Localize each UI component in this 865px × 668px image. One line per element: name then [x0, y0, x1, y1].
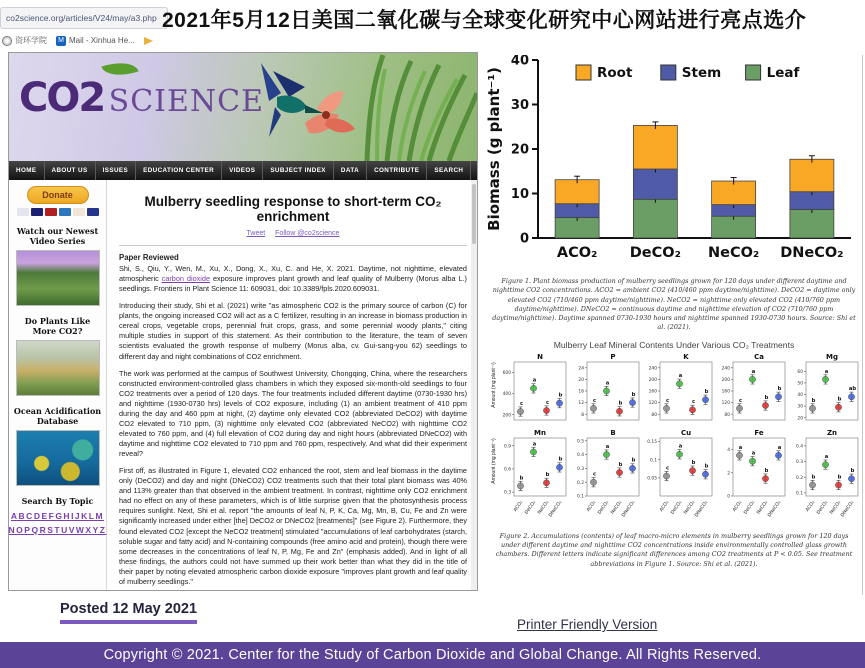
svg-text:ACO₂: ACO₂ [586, 499, 598, 513]
figure2-panel-Mn [497, 428, 570, 528]
svg-text:Root: Root [597, 65, 633, 81]
svg-text:2: 2 [727, 471, 730, 477]
svg-text:b: b [764, 394, 769, 401]
nav-issues[interactable]: ISSUES [96, 161, 137, 180]
figure2-panel-Fe [716, 428, 789, 528]
svg-text:40: 40 [797, 392, 803, 398]
svg-text:160: 160 [721, 389, 730, 395]
svg-text:c: c [592, 471, 597, 478]
bookmark-label: 资环学院 [15, 36, 47, 45]
figure2-panel-Mg [789, 352, 862, 428]
svg-text:0.15: 0.15 [647, 439, 657, 445]
svg-text:200: 200 [502, 413, 511, 419]
svg-text:b: b [777, 385, 782, 392]
svg-text:20: 20 [797, 415, 803, 421]
svg-text:Zn: Zn [826, 428, 838, 437]
site-nav [9, 161, 477, 180]
paragraph-1: Introducing their study, Shi et al. (2021) write "as atmospheric CO2 is the primary source of carbon (C) for plants, the ongoing increased CO2 will act as a C fertilizer, resulting in an increase in biomass production in cereal crops, vegetable crops, perennial fruit crops, grass, and some perennial woody plants," citing multiple studies in support of this statement. As their contribution to the literature, the team of seven scientists evaluated the growth response of mulberry (Morus alba, cv. Gui-sang-you 62) seedlings to different day and night combinations of CO2 enrichment. [119, 301, 467, 361]
leaf-icon [101, 56, 138, 82]
svg-text:ab: ab [848, 385, 857, 392]
svg-text:b: b [837, 474, 842, 481]
figure2-mineral-panels [486, 352, 862, 528]
svg-text:b: b [691, 459, 696, 466]
bookmark-college[interactable] [2, 35, 47, 46]
svg-text:DNeCO₂: DNeCO₂ [840, 499, 856, 518]
copyright-text: Copyright © 2021. Center for the Study of Carbon Dioxide and Global Change. All Rights Reserved. [103, 647, 762, 663]
svg-text:b: b [764, 467, 769, 474]
video-series-heading: Watch our Newest Video Series [16, 226, 99, 246]
letters-row-1[interactable]: ABCDEFGHIJKLM [10, 511, 105, 521]
svg-text:c: c [665, 397, 670, 404]
svg-text:Cu: Cu [680, 428, 692, 437]
paragraph-2: The work was performed at the campus of Southwest University, Chongqing, China, where the researchers constructed environment-controlled glass chambers in which they exposed six-month-old seedlings to four CO2 treatments over a period of 120 days. The four treatments included different daytime (0730-1930 hrs) and nighttime (1930-0730 hrs) levels of CO2 exposure, including (1) an ambient treatment of 410 ppm during the day and 460 ppm at night, (2) daytime only elevated CO2 (abbreviated DeCO2) with daytime CO2 elevated to 710 ppm, (3) nighttime only elevated CO2 (abbreviated NeCO2) with nighttime CO2 elevated to 760 ppm, and (4) full elevation of CO2 during day and night hours (abbreviated DNeCO2) with daytime and nighttime CO2 elevated to 710 ppm and 760 ppm, respectively. And what did their experiment reveal? [119, 368, 467, 459]
svg-text:0.1: 0.1 [796, 491, 803, 497]
citation-link[interactable]: carbon dioxide [161, 274, 211, 284]
logo-science-text: SCIENCE [108, 84, 265, 119]
page-title: 2021年5月12日美国二氧化碳与全球变化研究中心网站进行亮点选介 [162, 9, 807, 32]
svg-text:30: 30 [797, 404, 803, 410]
figure2-panel-B [570, 428, 643, 528]
figure2-panel-K [643, 352, 716, 428]
svg-text:8: 8 [581, 412, 584, 418]
svg-text:a: a [532, 440, 537, 447]
svg-text:160: 160 [648, 389, 657, 395]
svg-text:0.2: 0.2 [796, 475, 803, 481]
letters-row-2[interactable]: NOPQRSTUVWXYZ [8, 524, 107, 535]
svg-text:120: 120 [721, 400, 730, 406]
svg-text:a: a [605, 443, 610, 450]
article-scrollbar[interactable] [471, 180, 477, 591]
svg-text:a: a [605, 380, 610, 387]
tab-url: co2science.org/articles/V24/may/a3.php [6, 13, 157, 23]
site-header-banner [9, 53, 477, 161]
globe-icon [2, 36, 12, 46]
nav-about-us[interactable]: ABOUT US [45, 161, 96, 180]
svg-text:P: P [610, 352, 616, 361]
svg-text:200: 200 [721, 377, 730, 383]
svg-text:600: 600 [502, 370, 511, 376]
svg-text:20: 20 [578, 377, 584, 383]
svg-text:b: b [837, 396, 842, 403]
bookmark-mail[interactable] [56, 36, 135, 46]
svg-text:12: 12 [578, 400, 584, 406]
nav-subject-index[interactable]: SUBJECT INDEX [263, 161, 334, 180]
copyright-bar [0, 642, 865, 668]
plants-thumbnail[interactable] [16, 340, 100, 396]
svg-text:Biomass (g plant⁻¹): Biomass (g plant⁻¹) [486, 67, 503, 231]
ocean-heading: Ocean Acidification Database [13, 406, 102, 426]
svg-text:NeCO₂: NeCO₂ [756, 499, 770, 516]
svg-text:80: 80 [651, 412, 657, 418]
figure2-panel-N [497, 352, 570, 428]
svg-text:0: 0 [519, 231, 529, 247]
bookmarks-bar [2, 33, 153, 48]
svg-text:b: b [545, 471, 550, 478]
svg-text:DeCO₂: DeCO₂ [743, 499, 757, 516]
figure2-title: Mulberry Leaf Mineral Contents Under Various CO₂ Treatments [553, 339, 795, 350]
svg-text:b: b [850, 467, 855, 474]
svg-text:0.3: 0.3 [577, 466, 584, 472]
svg-text:b: b [618, 400, 623, 407]
paragraph-3: First off, as illustrated in Figure 1, elevated CO2 enhanced the root, stem and leaf biomass in the daytime only (DeCO2) and day and night (DNeCO2) CO2 treatments such that their total plant biomass was 40% and 113% greater than that observed in the ambient treatment. In contrast, nighttime only CO2 enrichment had no effect on any of these parameters, which is of little surprise given that the photosynthesis process requires sunlight. Next, Shi et al. report "the amounts of leaf N, P, K, Ca, Mg, Mn, B, Cu, Fe and Zn were significantly increased under either [the] DeCO2 or DNeCO2 [treatments]" (see Figure 2). Furthermore, they found elevated CO2 [except the NeCO2 treatment] stimulated "accumulations of leaf carbohydrates (starch, soluble sugar and fatty acid) and N-containing compounds (free amino acid and protein), though there were some decreases in the concentrations of leaf N, P, Mg, Fe and Zn" (emphasis added). And in light of all these findings, the authors could not have summed up their work better than what they did in the title of their paper by noting elevated atmospheric carbon dioxide exposure "improves plant growth and leaf quality of mulberry seedlings." [119, 466, 467, 586]
scrollbar-thumb[interactable] [472, 184, 476, 244]
co2science-page [8, 52, 478, 591]
printer-friendly-link[interactable]: Printer Friendly Version [517, 617, 658, 632]
nav-search[interactable]: SEARCH [427, 161, 471, 180]
svg-text:0.6: 0.6 [504, 467, 511, 473]
svg-text:a: a [751, 368, 756, 375]
browser-tab[interactable] [0, 7, 168, 29]
plants-heading: Do Plants Like More CO2? [24, 316, 91, 336]
svg-text:NeCO₂: NeCO₂ [707, 245, 760, 261]
logo-co2-text: CO2 [19, 75, 105, 121]
divider [119, 245, 467, 246]
svg-text:16: 16 [578, 389, 584, 395]
svg-text:NeCO₂: NeCO₂ [537, 499, 551, 516]
svg-text:0: 0 [727, 494, 730, 500]
card-icon [45, 208, 57, 216]
mail-icon: M [56, 36, 66, 46]
svg-text:30: 30 [510, 98, 529, 113]
svg-text:Fe: Fe [754, 428, 764, 437]
figure1-biomass-chart [486, 55, 862, 273]
svg-text:200: 200 [648, 377, 657, 383]
svg-text:a: a [738, 444, 743, 451]
svg-text:K: K [683, 352, 689, 361]
svg-text:50: 50 [797, 381, 803, 387]
svg-text:0.3: 0.3 [796, 459, 803, 465]
sidebar [9, 180, 107, 591]
svg-text:20: 20 [510, 142, 529, 158]
svg-text:b: b [519, 474, 524, 481]
svg-text:NeCO₂: NeCO₂ [829, 499, 843, 516]
svg-text:b: b [631, 457, 636, 464]
svg-text:DNeCO₂: DNeCO₂ [767, 499, 783, 518]
svg-text:c: c [519, 400, 524, 407]
svg-text:0.4: 0.4 [577, 452, 584, 458]
svg-text:NeCO₂: NeCO₂ [610, 499, 624, 516]
figure2-row-2 [486, 428, 862, 528]
svg-text:240: 240 [648, 366, 657, 372]
svg-text:N: N [537, 352, 543, 361]
nav-education-center[interactable]: EDUCATION CENTER [136, 161, 222, 180]
search-topic-heading: Search By Topic [21, 496, 94, 506]
svg-text:DeCO₂: DeCO₂ [629, 245, 681, 261]
paper-plane-icon[interactable] [144, 37, 153, 45]
svg-text:a: a [824, 453, 829, 460]
svg-text:DeCO₂: DeCO₂ [524, 499, 538, 516]
paper-reviewed-label: Paper Reviewed [119, 253, 179, 262]
nav-data[interactable]: DATA [334, 161, 367, 180]
svg-text:Ca: Ca [754, 352, 764, 361]
figures-panel [486, 55, 863, 595]
svg-text:4: 4 [727, 447, 730, 453]
svg-text:b: b [618, 461, 623, 468]
svg-text:NeCO₂: NeCO₂ [683, 499, 697, 516]
svg-text:0.05: 0.05 [647, 476, 657, 482]
video-series-thumbnail[interactable] [16, 250, 100, 306]
svg-text:400: 400 [502, 391, 511, 397]
svg-text:24: 24 [578, 366, 584, 372]
nav-contribute[interactable]: CONTRIBUTE [367, 161, 427, 180]
figure2-panel-Ca [716, 352, 789, 428]
svg-text:a: a [777, 444, 782, 451]
svg-text:b: b [704, 388, 709, 395]
svg-text:0.2: 0.2 [577, 480, 584, 486]
svg-text:a: a [751, 450, 756, 457]
svg-text:c: c [545, 399, 550, 406]
svg-text:ACO₂: ACO₂ [556, 245, 598, 261]
svg-text:b: b [558, 456, 563, 463]
svg-text:c: c [691, 398, 696, 405]
figure2-row-1 [486, 352, 862, 428]
svg-text:40: 40 [510, 55, 529, 69]
discover-icon [73, 208, 85, 216]
topic-letter-links[interactable] [9, 510, 107, 537]
svg-text:a: a [532, 377, 537, 384]
svg-text:b: b [704, 463, 709, 470]
svg-text:a: a [824, 368, 829, 375]
svg-text:DeCO₂: DeCO₂ [597, 499, 611, 516]
citation-text: Shi, S., Qiu, Y., Wen, M., Xu, X., Dong, X., Xu, C. and He, X. 2021. Daytime, not nighttime, elevated atmospheric [119, 264, 467, 284]
ocean-thumbnail[interactable] [16, 430, 100, 486]
svg-text:Mn: Mn [534, 428, 546, 437]
hummingbird-flowers-art [177, 53, 477, 161]
svg-text:ACO₂: ACO₂ [805, 499, 817, 513]
mastercard-icon [31, 208, 43, 216]
figure2-panel-Zn [789, 428, 862, 528]
svg-text:0.5: 0.5 [577, 439, 584, 445]
svg-text:DeCO₂: DeCO₂ [816, 499, 830, 516]
article [107, 180, 477, 591]
svg-text:DeCO₂: DeCO₂ [670, 499, 684, 516]
figure2-ylabel: Amount (mg plant⁻¹) [491, 437, 497, 484]
svg-text:Leaf: Leaf [766, 65, 800, 81]
svg-text:c: c [665, 465, 670, 472]
donate-button[interactable]: Donate [27, 186, 89, 204]
svg-text:Stem: Stem [681, 65, 722, 81]
figure2-panel-P [570, 352, 643, 428]
svg-text:DNeCO₂: DNeCO₂ [694, 499, 710, 518]
svg-text:B: B [610, 428, 616, 437]
posted-date: Posted 12 May 2021 [60, 601, 197, 624]
citation [119, 264, 467, 294]
svg-text:80: 80 [724, 412, 730, 418]
share-row [119, 230, 467, 237]
svg-text:b: b [811, 397, 816, 404]
paypal-icon [87, 208, 99, 216]
svg-text:DNeCO₂: DNeCO₂ [780, 245, 844, 261]
nav-home[interactable]: HOME [9, 161, 45, 180]
svg-text:c: c [592, 397, 597, 404]
svg-text:b: b [811, 474, 816, 481]
tweet-link[interactable]: Tweet [246, 230, 266, 237]
svg-text:0.4: 0.4 [796, 444, 803, 450]
follow-link[interactable]: Follow @co2science [275, 230, 340, 237]
payment-icons [17, 208, 99, 216]
svg-text:ACO₂: ACO₂ [659, 499, 671, 513]
figure1-caption: Figure 1. Plant biomass production of mulberry seedlings grown for 120 days under different daytime and nighttime CO2 concentrations. ACO2 = ambient CO2 (410/460 ppm daytime/nighttime). DeCO2 = daytime only elevated CO2 (710/460 ppm daytime/nighttime). NeCO2 = nighttime only elevated CO2 (410/760 ppm daytime/nighttime). DNeCO2 = continuous daytime and nighttime elevation of CO2 (710/760 ppm daytime/nighttime). Daytime spanned 0730-1930 hours and nighttime spanned 1930-0730 hours. Source: Shi et al. (2021). [492, 277, 856, 332]
svg-text:0.3: 0.3 [504, 490, 511, 496]
figure2-caption: Figure 2. Accumulations (contents) of leaf macro-micro elements in mulberry seedlings grown for 120 days under different daytime and nighttime CO2 concentrations inside environmentally controlled glass growth chambers. Different letters indicate significant differences among CO2 treatments at P < 0.05. See treatment abbreviations in Figure 1. Source: Shi et al. (2021). [495, 531, 853, 568]
figure2-ylabel: Amount (mg plant⁻¹) [491, 361, 497, 408]
svg-text:b: b [558, 392, 563, 399]
amex-icon [59, 208, 71, 216]
figure2-panel-Cu [643, 428, 716, 528]
svg-text:0.9: 0.9 [504, 444, 511, 450]
svg-text:60: 60 [797, 369, 803, 375]
article-title: Mulberry seedling response to short-term CO₂ enrichment [144, 194, 442, 224]
svg-text:0.1: 0.1 [650, 458, 657, 464]
svg-text:0.1: 0.1 [577, 494, 584, 500]
svg-text:10: 10 [510, 187, 529, 202]
nav-videos[interactable]: VIDEOS [222, 161, 263, 180]
svg-text:b: b [631, 391, 636, 398]
visa-icon [17, 208, 29, 216]
svg-text:DNeCO₂: DNeCO₂ [621, 499, 637, 518]
citation-text: exposure improves plant growth and leaf quality of Mulberry (Morus alba L.) seedlings. Frontiers in Plant Science 11: 609031, doi: 10.3389/fpls.2020.609031. [119, 274, 467, 294]
svg-text:DNeCO₂: DNeCO₂ [548, 499, 564, 518]
svg-text:Mg: Mg [826, 352, 838, 361]
svg-text:ACO₂: ACO₂ [732, 499, 744, 513]
svg-text:a: a [678, 372, 683, 379]
svg-text:ACO₂: ACO₂ [513, 499, 525, 513]
svg-text:120: 120 [648, 400, 657, 406]
svg-text:a: a [678, 443, 683, 450]
bookmark-label: Mail - Xinhua He... [69, 36, 135, 45]
svg-text:240: 240 [721, 366, 730, 372]
svg-text:c: c [738, 397, 743, 404]
